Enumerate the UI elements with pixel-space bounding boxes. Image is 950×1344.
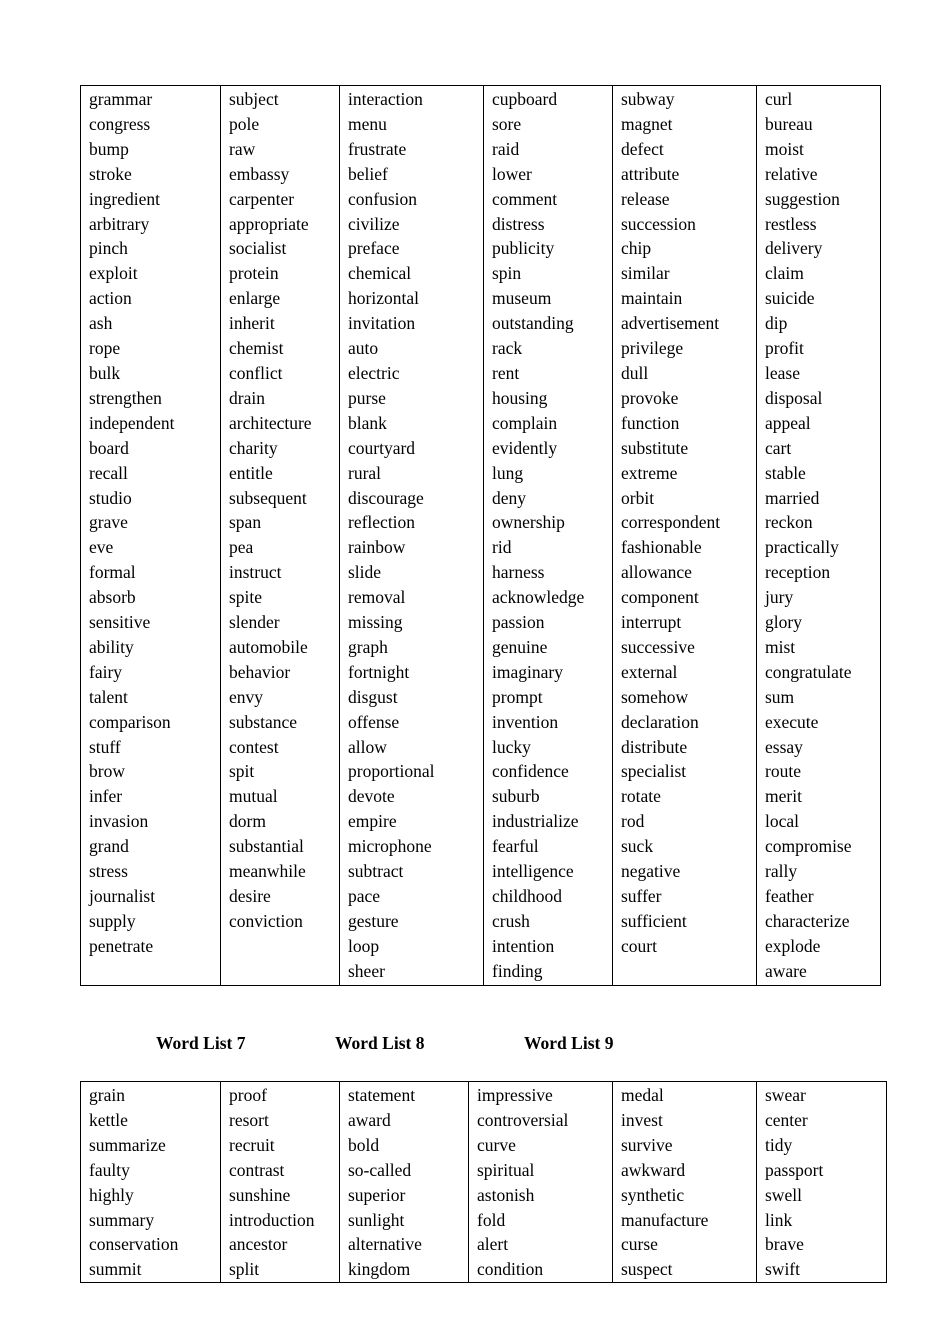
word-entry: attribute	[621, 163, 680, 184]
word-entry: intelligence	[492, 861, 574, 882]
word-entry: span	[229, 512, 262, 533]
word-entry: civilize	[348, 213, 400, 234]
word-entry: bureau	[765, 113, 813, 134]
word-entry: faulty	[89, 1159, 130, 1180]
word-entry: independent	[89, 412, 175, 433]
word-entry: rod	[621, 811, 645, 832]
word-entry: controversial	[477, 1109, 569, 1130]
word-entry: devote	[348, 786, 395, 807]
word-entry: provoke	[621, 387, 679, 408]
word-entry: alert	[477, 1234, 509, 1255]
word-entry: declaration	[621, 711, 699, 732]
word-entry: release	[621, 188, 670, 209]
word-entry: allowance	[621, 562, 692, 583]
word-entry: local	[765, 811, 800, 832]
word-entry: spit	[229, 761, 255, 782]
word-column	[613, 1082, 757, 1283]
word-entry: exploit	[89, 263, 138, 284]
word-entry: desire	[229, 886, 271, 906]
word-entry: jury	[765, 587, 794, 608]
word-entry: curve	[477, 1134, 516, 1155]
word-entry: slender	[229, 612, 280, 633]
word-entry: lucky	[492, 736, 531, 757]
word-entry: fortnight	[348, 661, 410, 682]
word-entry: pea	[229, 537, 254, 558]
word-entry: spite	[229, 587, 263, 608]
word-entry: subtract	[348, 861, 404, 882]
word-entry: drain	[229, 387, 265, 408]
word-entry: specialist	[621, 761, 687, 782]
word-entry: rainbow	[348, 537, 406, 558]
word-entry: complain	[492, 412, 558, 433]
word-entry: publicity	[492, 238, 555, 259]
word-entry: successive	[621, 636, 695, 657]
word-entry: spiritual	[477, 1159, 535, 1180]
word-entry: kettle	[89, 1109, 128, 1130]
word-entry: courtyard	[348, 437, 416, 458]
word-entry: penetrate	[89, 935, 154, 956]
word-entry: fashionable	[621, 537, 702, 558]
word-entry: appropriate	[229, 213, 309, 234]
word-entry: suck	[621, 836, 654, 857]
word-entry: suicide	[765, 288, 815, 309]
word-entry: aware	[765, 960, 807, 981]
word-entry: mist	[765, 636, 796, 657]
word-entry: center	[765, 1109, 808, 1130]
word-entry: blank	[348, 412, 387, 433]
word-entry: passport	[765, 1159, 824, 1180]
word-entry: imaginary	[492, 661, 563, 682]
word-entry: confusion	[348, 188, 418, 209]
word-entry: fold	[477, 1209, 506, 1230]
word-entry: award	[348, 1109, 391, 1130]
word-entry: introduction	[229, 1209, 315, 1230]
word-entry: highly	[89, 1184, 134, 1205]
word-entry: strengthen	[89, 387, 162, 408]
word-entry: lease	[765, 362, 800, 383]
word-entry: succession	[621, 213, 696, 234]
word-column	[340, 86, 484, 986]
word-entry: sheer	[348, 960, 385, 981]
word-entry: invitation	[348, 313, 416, 334]
word-entry: fearful	[492, 836, 539, 857]
word-entry: sufficient	[621, 910, 687, 931]
word-entry: substantial	[229, 836, 304, 857]
word-entry: extreme	[621, 462, 678, 483]
word-entry: genuine	[492, 636, 548, 657]
word-entry: journalist	[89, 886, 156, 906]
word-entry: chip	[621, 238, 652, 259]
word-column	[221, 86, 340, 986]
word-entry: fairy	[89, 661, 123, 682]
word-entry: menu	[348, 113, 387, 134]
word-entry: ash	[89, 313, 113, 334]
word-entry: disgust	[348, 686, 398, 707]
word-entry: behavior	[229, 661, 291, 682]
word-entry: inherit	[229, 313, 275, 334]
word-entry: moist	[765, 138, 804, 159]
word-entry: missing	[348, 612, 403, 633]
word-entry: stroke	[89, 163, 132, 184]
word-entry: summary	[89, 1209, 155, 1230]
word-entry: microphone	[348, 836, 432, 857]
word-entry: sunshine	[229, 1184, 291, 1205]
word-entry: rural	[348, 462, 382, 483]
word-entry: merit	[765, 786, 802, 807]
table-row	[81, 86, 881, 986]
word-entry: talent	[89, 686, 128, 707]
word-entry: studio	[89, 487, 132, 508]
word-entry: reception	[765, 562, 831, 583]
word-entry: housing	[492, 387, 548, 408]
word-entry: synthetic	[621, 1184, 685, 1205]
word-entry: conflict	[229, 362, 283, 383]
word-entry: electric	[348, 362, 400, 383]
word-entry: contrast	[229, 1159, 285, 1180]
word-entry: instruct	[229, 562, 282, 583]
word-entry: bold	[348, 1134, 380, 1155]
word-entry: graph	[348, 636, 388, 657]
word-entry: automobile	[229, 636, 308, 657]
table-row	[81, 1082, 887, 1283]
word-entry: slide	[348, 562, 382, 583]
word-entry: advertisement	[621, 313, 720, 334]
word-entry: grain	[89, 1085, 125, 1105]
word-entry: recruit	[229, 1134, 275, 1155]
word-entry: curl	[765, 89, 793, 109]
word-column	[757, 1082, 887, 1283]
word-entry: subway	[621, 89, 675, 109]
word-entry: chemical	[348, 263, 412, 284]
word-entry: relative	[765, 163, 818, 184]
word-entry: rid	[492, 537, 512, 558]
word-entry: grave	[89, 512, 128, 533]
word-entry: condition	[477, 1259, 544, 1280]
word-entry: delivery	[765, 238, 823, 259]
word-entry: cart	[765, 437, 792, 458]
word-entry: removal	[348, 587, 406, 608]
word-entry: proportional	[348, 761, 435, 782]
word-entry: restless	[765, 213, 817, 234]
word-entry: survive	[621, 1134, 673, 1155]
word-entry: brow	[89, 761, 125, 782]
word-entry: route	[765, 761, 801, 782]
word-entry: medal	[621, 1085, 664, 1105]
word-entry: charity	[229, 437, 278, 458]
word-entry: museum	[492, 288, 552, 309]
word-entry: frustrate	[348, 138, 407, 159]
word-entry: explode	[765, 935, 821, 956]
word-entry: congratulate	[765, 661, 852, 682]
word-entry: sunlight	[348, 1209, 405, 1230]
word-entry: board	[89, 437, 129, 458]
word-entry: preface	[348, 238, 400, 259]
word-entry: harness	[492, 562, 545, 583]
word-entry: sore	[492, 113, 522, 134]
word-entry: evidently	[492, 437, 558, 458]
word-entry: grammar	[89, 89, 153, 109]
word-entry: sensitive	[89, 612, 151, 633]
word-entry: suspect	[621, 1259, 673, 1280]
word-entry: suburb	[492, 786, 540, 807]
word-entry: practically	[765, 537, 839, 558]
word-entry: appeal	[765, 412, 811, 433]
word-entry: subject	[229, 89, 279, 109]
word-entry: maintain	[621, 288, 683, 309]
word-entry: glory	[765, 612, 802, 633]
word-table-bottom	[80, 1081, 887, 1283]
word-entry: chemist	[229, 338, 284, 359]
word-entry: discourage	[348, 487, 424, 508]
word-entry: mutual	[229, 786, 278, 807]
word-entry: proof	[229, 1085, 267, 1105]
word-column	[484, 86, 613, 986]
word-entry: empire	[348, 811, 397, 832]
word-entry: dorm	[229, 811, 266, 832]
word-entry: conservation	[89, 1234, 179, 1255]
word-entry: finding	[492, 960, 543, 981]
word-entry: swear	[765, 1085, 806, 1105]
word-column	[81, 86, 221, 986]
word-entry: awkward	[621, 1159, 686, 1180]
word-entry: infer	[89, 786, 123, 807]
word-entry: kingdom	[348, 1259, 411, 1280]
word-entry: tidy	[765, 1134, 793, 1155]
word-entry: prompt	[492, 686, 543, 707]
word-list-headings	[0, 1033, 950, 1057]
word-entry: purse	[348, 387, 386, 408]
word-entry: congress	[89, 113, 151, 134]
word-entry: external	[621, 661, 678, 682]
word-entry: brave	[765, 1234, 804, 1255]
word-entry: dull	[621, 362, 649, 383]
word-entry: court	[621, 935, 657, 956]
word-entry: superior	[348, 1184, 406, 1205]
word-entry: passion	[492, 612, 545, 633]
word-entry: claim	[765, 263, 804, 284]
word-entry: summit	[89, 1259, 142, 1280]
word-entry: belief	[348, 163, 388, 184]
word-entry: orbit	[621, 487, 655, 508]
word-entry: recall	[89, 462, 128, 483]
word-entry: dip	[765, 313, 788, 334]
word-entry: curse	[621, 1234, 658, 1255]
word-entry: envy	[229, 686, 264, 707]
word-entry: swift	[765, 1259, 800, 1280]
word-entry: spin	[492, 263, 522, 284]
word-entry: rent	[492, 362, 520, 383]
word-entry: cupboard	[492, 89, 558, 109]
word-entry: rally	[765, 861, 798, 882]
word-entry: defect	[621, 138, 664, 159]
word-entry: reckon	[765, 512, 813, 533]
word-entry: substitute	[621, 437, 689, 458]
word-entry: comment	[492, 188, 558, 209]
word-entry: link	[765, 1209, 793, 1230]
word-entry: rack	[492, 338, 523, 359]
word-entry: reflection	[348, 512, 416, 533]
word-entry: stress	[89, 861, 128, 882]
word-entry: similar	[621, 263, 670, 284]
word-entry: component	[621, 587, 699, 608]
word-column	[613, 86, 757, 986]
word-entry: function	[621, 412, 680, 433]
word-entry: offense	[348, 711, 400, 732]
word-entry: socialist	[229, 238, 287, 259]
word-entry: stuff	[89, 736, 121, 757]
word-entry: resort	[229, 1109, 269, 1130]
word-entry: bump	[89, 138, 129, 159]
word-entry: rotate	[621, 786, 661, 807]
word-entry: absorb	[89, 587, 136, 608]
word-entry: formal	[89, 562, 136, 583]
word-entry: distribute	[621, 736, 688, 757]
word-entry: negative	[621, 861, 681, 882]
word-entry: invest	[621, 1109, 663, 1130]
word-entry: allow	[348, 736, 387, 757]
word-column	[757, 86, 881, 986]
word-entry: characterize	[765, 910, 850, 931]
word-entry: entitle	[229, 462, 273, 483]
word-entry: lung	[492, 462, 524, 483]
word-entry: alternative	[348, 1234, 422, 1255]
word-entry: stable	[765, 462, 806, 483]
word-entry: acknowledge	[492, 587, 585, 608]
word-entry: comparison	[89, 711, 171, 732]
word-entry: raid	[492, 138, 520, 159]
word-entry: rope	[89, 338, 121, 359]
word-entry: pinch	[89, 238, 128, 259]
word-entry: compromise	[765, 836, 852, 857]
word-entry: action	[89, 288, 132, 309]
word-entry: somehow	[621, 686, 689, 707]
word-entry: loop	[348, 935, 380, 956]
word-entry: profit	[765, 338, 804, 359]
word-entry: split	[229, 1259, 260, 1280]
word-column	[81, 1082, 221, 1283]
word-entry: ingredient	[89, 188, 160, 209]
word-entry: deny	[492, 487, 527, 508]
heading-word-list-8: Word List 8	[335, 1033, 425, 1053]
word-entry: bulk	[89, 362, 121, 383]
word-entry: supply	[89, 910, 136, 931]
word-entry: pace	[348, 886, 381, 906]
heading-word-list-9: Word List 9	[524, 1033, 614, 1053]
word-entry: ownership	[492, 512, 565, 533]
word-entry: meanwhile	[229, 861, 306, 882]
word-entry: substance	[229, 711, 298, 732]
word-entry: suffer	[621, 886, 662, 906]
word-entry: crush	[492, 910, 530, 931]
word-entry: eve	[89, 537, 114, 558]
word-entry: disposal	[765, 387, 823, 408]
word-entry: protein	[229, 263, 279, 284]
word-entry: ability	[89, 636, 134, 657]
word-entry: pole	[229, 113, 260, 134]
word-entry: invention	[492, 711, 559, 732]
word-column	[221, 1082, 340, 1283]
word-entry: grand	[89, 836, 129, 857]
word-column	[469, 1082, 613, 1283]
word-entry: summarize	[89, 1134, 166, 1155]
word-entry: arbitrary	[89, 213, 150, 234]
word-entry: gesture	[348, 910, 399, 931]
word-entry: childhood	[492, 886, 562, 906]
word-entry: subsequent	[229, 487, 307, 508]
word-entry: manufacture	[621, 1209, 709, 1230]
word-entry: carpenter	[229, 188, 295, 209]
word-entry: invasion	[89, 811, 149, 832]
word-entry: enlarge	[229, 288, 281, 309]
word-entry: suggestion	[765, 188, 840, 209]
word-entry: embassy	[229, 163, 290, 184]
word-entry: statement	[348, 1085, 416, 1105]
word-entry: essay	[765, 736, 803, 757]
word-entry: interaction	[348, 89, 423, 109]
word-entry: confidence	[492, 761, 569, 782]
word-entry: impressive	[477, 1085, 553, 1105]
word-entry: execute	[765, 711, 819, 732]
word-entry: industrialize	[492, 811, 579, 832]
word-entry: auto	[348, 338, 379, 359]
word-entry: swell	[765, 1184, 802, 1205]
word-entry: magnet	[621, 113, 673, 134]
word-entry: conviction	[229, 910, 303, 931]
word-entry: contest	[229, 736, 279, 757]
word-entry: intention	[492, 935, 555, 956]
word-entry: so-called	[348, 1159, 412, 1180]
word-entry: interrupt	[621, 612, 682, 633]
word-entry: feather	[765, 886, 814, 906]
word-entry: architecture	[229, 412, 312, 433]
word-column	[340, 1082, 469, 1283]
word-entry: married	[765, 487, 820, 508]
word-entry: horizontal	[348, 288, 419, 309]
word-entry: privilege	[621, 338, 684, 359]
word-entry: correspondent	[621, 512, 721, 533]
word-entry: distress	[492, 213, 545, 234]
word-entry: sum	[765, 686, 795, 707]
word-entry: outstanding	[492, 313, 574, 334]
word-table-top	[80, 85, 881, 986]
word-entry: astonish	[477, 1184, 535, 1205]
word-entry: ancestor	[229, 1234, 288, 1255]
word-entry: raw	[229, 138, 256, 159]
heading-word-list-7: Word List 7	[156, 1033, 246, 1053]
word-entry: lower	[492, 163, 532, 184]
